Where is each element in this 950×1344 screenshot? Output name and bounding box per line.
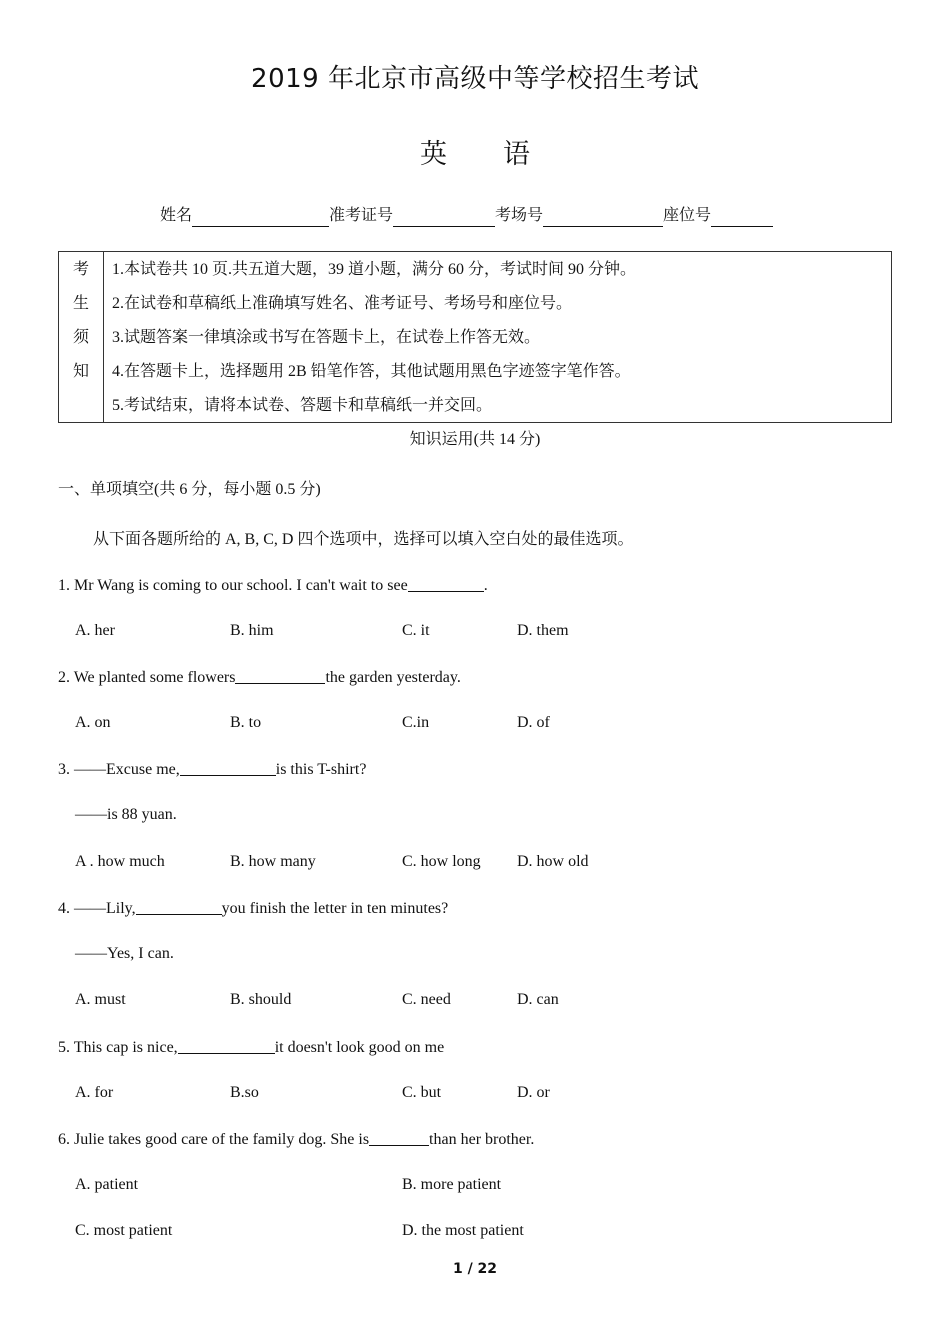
option[interactable]: D. can [517,991,559,1008]
answer-blank[interactable] [178,1038,275,1054]
room-blank[interactable] [543,209,663,227]
option[interactable]: D. the most patient [402,1222,524,1239]
question-text: . [483,577,488,594]
question-6 [58,1130,534,1149]
option[interactable]: C.in [402,714,430,731]
subject-title [0,132,950,171]
option[interactable]: A. patient [75,1176,139,1193]
notice-item: 4.在答题卡上，选择题用 2B 铅笔作答，其他试题用黑色字迹签字笔作答。 [112,363,631,380]
notice-item: 3.试题答案一律填涂或书写在答题卡上，在试卷上作答无效。 [112,329,541,346]
option[interactable]: B. should [230,991,292,1008]
exam-id-label: 准考证号 [329,207,394,224]
question-3 [58,760,366,779]
question-reply: ——is 88 yuan. [75,806,177,823]
question-1 [58,576,488,595]
exam-title: 2019 年北京市高级中等学校招生考试 [251,64,699,94]
option[interactable]: C. but [402,1084,442,1101]
option[interactable]: D. them [517,622,569,639]
notice-item: 2.在试卷和草稿纸上准确填写姓名、准考证号、考场号和座位号。 [112,295,573,312]
question-text: 6. Julie takes good care of the family dog. She is [58,1131,370,1148]
notice-item: 1.本试卷共 10 页.共五道大题，39 道小题，满分 60 分，考试时间 90 分钟。 [112,261,637,278]
section-title: 知识运用(共 14 分) [409,431,541,448]
room-label: 考场号 [495,207,544,224]
exam-id-blank[interactable] [393,209,495,227]
option[interactable]: A. for [75,1084,114,1101]
subject-char: 英 [420,139,447,170]
question-4 [58,899,448,918]
option[interactable]: B. more patient [402,1176,502,1193]
option[interactable]: C. most patient [75,1222,173,1239]
part-title: 一、单项填空(共 6 分，每小题 0.5 分) [58,481,321,498]
seat-label: 座位号 [663,207,712,224]
option[interactable]: A. must [75,991,126,1008]
question-5 [58,1038,444,1057]
answer-blank[interactable] [235,668,325,684]
subject-char: 语 [503,139,530,170]
notice-item: 5.考试结束，请将本试卷、答题卡和草稿纸一并交回。 [112,397,493,414]
option[interactable]: A. her [75,622,115,639]
answer-blank[interactable] [369,1130,429,1146]
option[interactable]: B. how many [230,853,316,870]
option[interactable]: C. need [402,991,451,1008]
option[interactable]: C. how long [402,853,481,870]
option[interactable]: D. or [517,1084,550,1101]
question-text: it doesn't look good on me [274,1039,445,1056]
option[interactable]: D. how old [517,853,589,870]
notice-header [59,252,104,422]
question-text: 3. ——Excuse me, [58,761,180,778]
option[interactable]: D. of [517,714,550,731]
question-text: 1. Mr Wang is coming to our school. I can't wait to see [58,577,408,594]
option[interactable]: B. to [230,714,262,731]
instruction: 从下面各题所给的 A, B, C, D 四个选项中，选择可以填入空白处的最佳选项。 [93,531,634,548]
question-text: 4. ——Lily, [58,900,136,917]
question-text: is this T-shirt? [275,761,367,778]
name-label: 姓名 [160,207,193,224]
option[interactable]: B.so [230,1084,259,1101]
candidate-info-line [160,202,773,225]
option[interactable]: A. on [75,714,111,731]
notice-header-char: 生 [72,295,89,312]
seat-blank[interactable] [711,209,773,227]
option[interactable]: A . how much [75,853,165,870]
name-blank[interactable] [192,209,329,227]
question-text: you finish the letter in ten minutes? [221,900,449,917]
answer-blank[interactable] [180,760,276,776]
notice-header-char: 知 [72,363,89,380]
question-text: 5. This cap is nice, [58,1039,178,1056]
question-reply: ——Yes, I can. [75,945,174,962]
question-text: than her brother. [429,1131,535,1148]
answer-blank[interactable] [136,899,222,915]
page-indicator: 1 / 22 [452,1261,498,1277]
notice-header-char: 须 [72,329,89,346]
notice-header-char: 考 [72,261,89,278]
answer-blank[interactable] [408,576,484,592]
notice-table [58,251,892,423]
question-text: 2. We planted some flowers [58,669,236,686]
question-2 [58,668,461,687]
option[interactable]: B. him [230,622,274,639]
option[interactable]: C. it [402,622,430,639]
question-text: the garden yesterday. [325,669,461,686]
